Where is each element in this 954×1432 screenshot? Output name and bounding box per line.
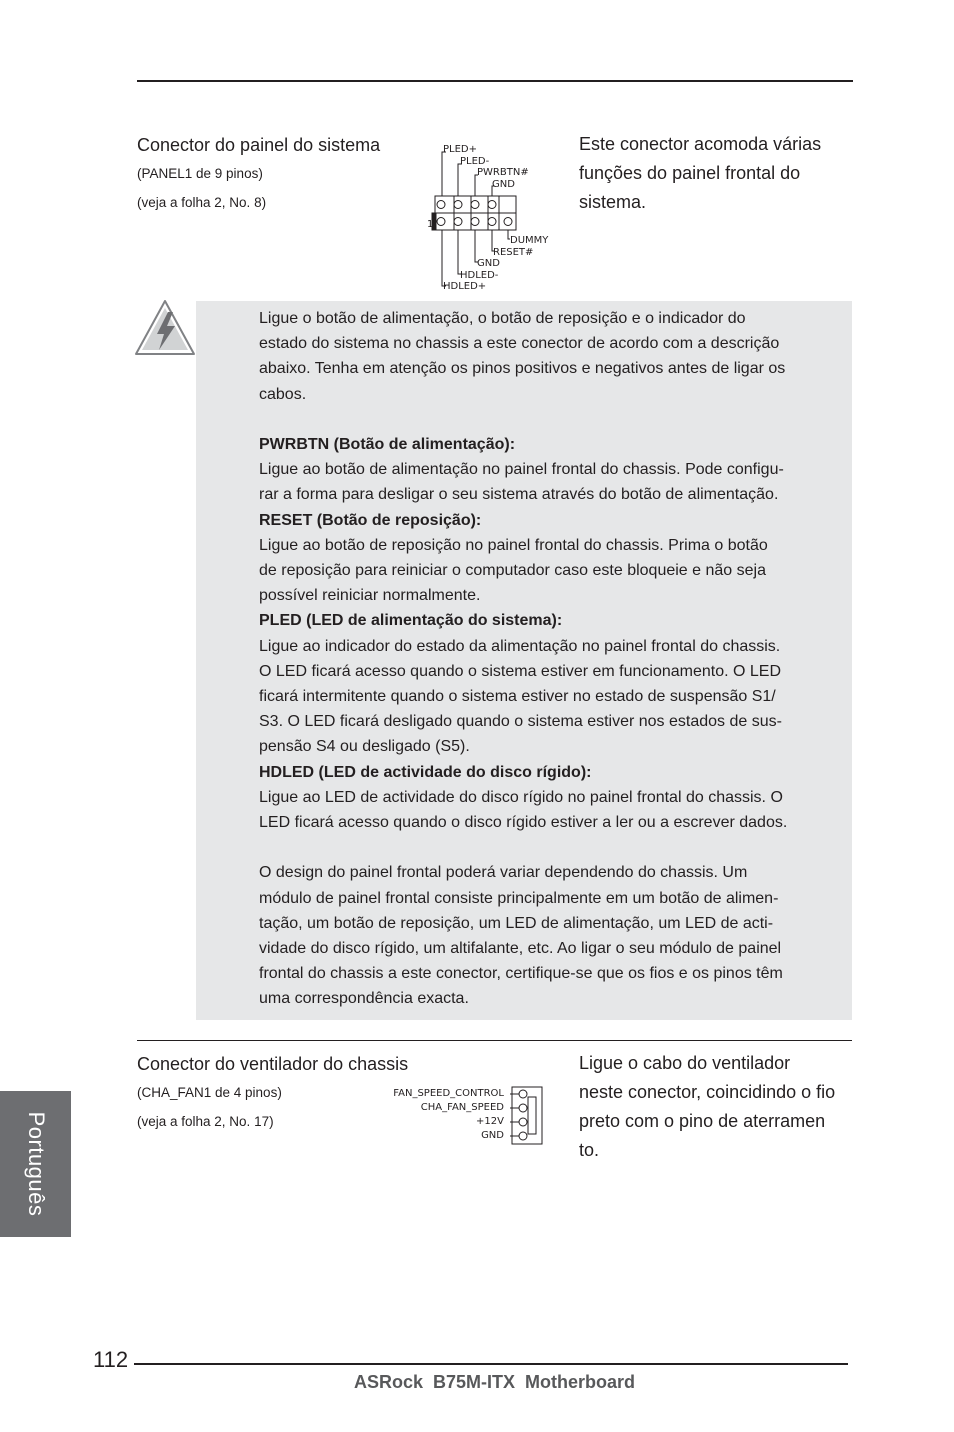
pin-label-gnd-top: GND [492, 179, 515, 190]
fan-pin-label: GND [481, 1130, 504, 1141]
note-line: vidade do disco rígido, um altifalante, etc. Ao ligar o seu módulo de painel [259, 940, 782, 958]
pin1-label: 1 [427, 219, 434, 230]
pin-label-hdled-plus: HDLED+ [443, 281, 487, 292]
note-line: frontal do chassis a este conector, certifique-se que os fios e os pinos têm [259, 965, 783, 983]
language-tab [0, 1091, 71, 1237]
fan-connector-diagram [370, 1082, 550, 1148]
fan-pin-label: +12V [476, 1116, 504, 1127]
footer-rule [134, 1363, 848, 1365]
note-line: estado do sistema no chassis a este conector de acordo com a descrição [259, 335, 780, 353]
note-line: uma correspondência exacta. [259, 990, 469, 1008]
fan-connector-ref: (veja a folha 2, No. 17) [137, 1114, 274, 1129]
note-line: cabos. [259, 385, 307, 403]
description-line: to. [579, 1140, 600, 1160]
fan-connector-title: Conector do ventilador do chassis [137, 1054, 409, 1074]
panel-connector-title: Conector do painel do sistema [137, 135, 381, 155]
fan-pin-label: FAN_SPEED_CONTROL [393, 1088, 504, 1099]
pin-label-dummy: DUMMY [510, 235, 549, 246]
note-line: pensão S4 ou desligado (S5). [259, 738, 470, 756]
pin-label-reset: RESET# [493, 247, 534, 258]
pin-label-pwrbtn: PWRBTN# [477, 167, 529, 178]
warning-icon [135, 298, 197, 358]
note-line: tação, um botão de reposição, um LED de alimentação, um LED de acti- [259, 914, 774, 932]
pwrbtn-heading: PWRBTN (Botão de alimentação): [259, 436, 516, 453]
panel-connector-pins: (PANEL1 de 9 pinos) [137, 166, 263, 181]
note-line: ficará intermitente quando o sistema estiver no estado de suspensão S1/ [259, 688, 776, 706]
note-line: S3. O LED ficará desligado quando o sistema estiver nos estados de sus- [259, 713, 782, 731]
fan-connector-description [579, 1049, 854, 1165]
note-line: Ligue ao indicador do estado da alimentação no painel frontal do chassis. [259, 637, 781, 655]
note-line: O design do painel frontal poderá variar dependendo do chassis. Um [259, 864, 748, 882]
hdled-heading: HDLED (LED de actividade do disco rígido): [259, 763, 592, 781]
note-line: de reposição para reiniciar o computador caso este bloqueie e não seja [259, 562, 766, 580]
top-rule [137, 80, 853, 82]
note-line: possível reiniciar normalmente. [259, 587, 481, 605]
fan-pin-label: CHA_FAN_SPEED [420, 1102, 504, 1113]
description-line: funções do painel frontal do [579, 163, 801, 183]
note-line: Ligue ao botão de reposição no painel frontal do chassis. Prima o botão [259, 536, 768, 554]
description-line: preto com o pino de aterramen [579, 1111, 826, 1131]
note-line: Ligue ao LED de actividade do disco rígido no painel frontal do chassis. O [259, 788, 783, 806]
pin-label-gnd-bottom: GND [477, 258, 500, 269]
section-rule [137, 1040, 852, 1041]
pin-label-pled-minus: PLED- [460, 156, 490, 167]
description-line: Ligue o cabo do ventilador [579, 1053, 791, 1073]
note-line: O LED ficará acesso quando o sistema estiver em funcionamento. O LED [259, 662, 782, 680]
description-line: neste conector, coincidindo o fio [579, 1082, 836, 1102]
panel-connector-diagram [420, 140, 560, 292]
language-tab-label: Português [23, 1111, 49, 1217]
panel-connector-description [579, 130, 854, 217]
page-number: 112 [93, 1347, 129, 1372]
footer-product: ASRock B75M-ITX Motherboard [354, 1372, 636, 1392]
fan-connector-pins: (CHA_FAN1 de 4 pinos) [137, 1085, 282, 1100]
note-line: LED ficará acesso quando o disco rígido estiver a ler ou a escrever dados. [259, 814, 788, 832]
pin-label-hdled-minus: HDLED- [460, 270, 499, 281]
reset-heading: RESET (Botão de reposição): [259, 511, 482, 529]
note-line: abaixo. Tenha em atenção os pinos positivos e negativos antes de ligar os [259, 360, 786, 378]
note-line: rar a forma para desligar o seu sistema através do botão de alimentação. [259, 486, 779, 504]
pled-heading: PLED (LED de alimentação do sistema): [259, 612, 563, 630]
note-line: módulo de painel frontal consiste principalmente em um botão de alimen- [259, 889, 779, 907]
note-line: Ligue o botão de alimentação, o botão de reposição e o indicador do [259, 310, 746, 327]
description-line: sistema. [579, 192, 647, 212]
pin-label-pled-plus: PLED+ [443, 144, 477, 155]
description-line: Este conector acomoda várias [579, 134, 822, 154]
note-line: Ligue ao botão de alimentação no painel frontal do chassis. Pode configu- [259, 461, 784, 479]
panel-connector-ref: (veja a folha 2, No. 8) [137, 195, 267, 210]
note-text [259, 306, 825, 1012]
